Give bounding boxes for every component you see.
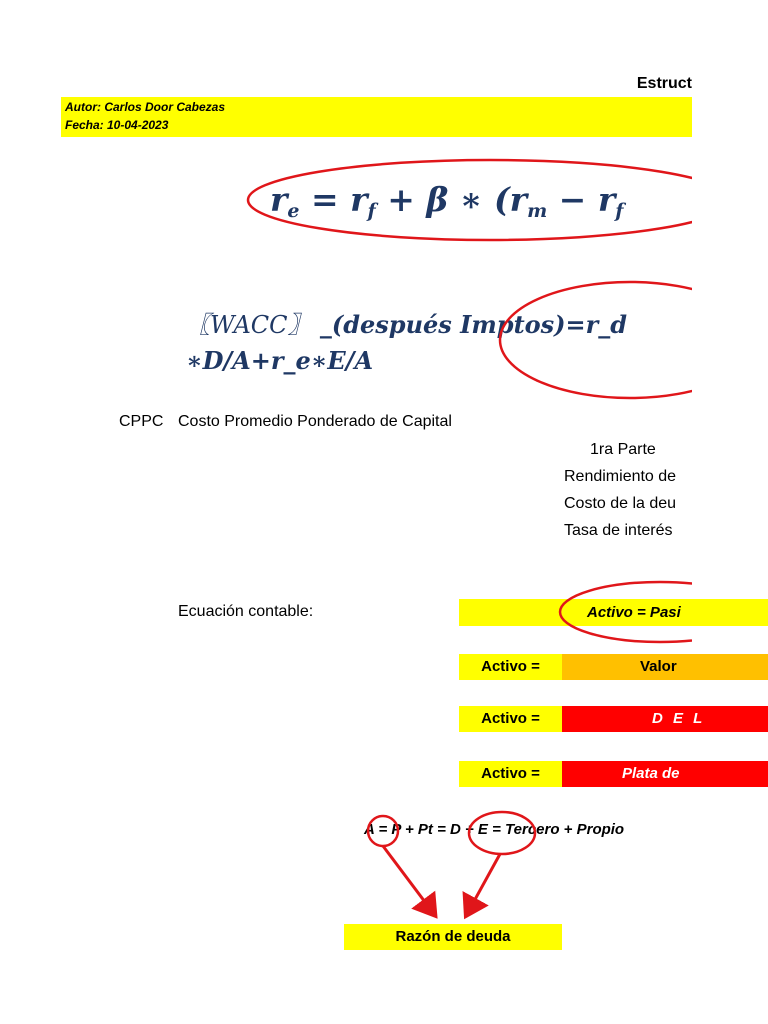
cppc-abbr[interactable]: CPPC <box>119 413 164 430</box>
arrow-a-to-ratio <box>383 846 434 914</box>
accounting-label[interactable]: Ecuación contable: <box>178 603 314 620</box>
activo-value-3: Plata de <box>622 765 680 782</box>
activo-label-1[interactable]: Activo = <box>459 654 562 680</box>
parts-heading[interactable]: 1ra Parte <box>590 441 656 458</box>
balance-identity[interactable]: A = P + Pt = D + E = Tercero + Propio <box>364 821 625 838</box>
activo-value-1: Valor <box>640 658 677 675</box>
parts-item-1[interactable]: Rendimiento de <box>564 468 677 485</box>
author-band[interactable] <box>61 97 692 137</box>
arrow-de-to-ratio <box>467 854 500 914</box>
activo-label-2[interactable]: Activo = <box>459 706 562 732</box>
cppc-full-name[interactable]: Costo Promedio Ponderado de Capital <box>178 413 452 430</box>
activo-label-3[interactable]: Activo = <box>459 761 562 787</box>
wacc-formula[interactable] <box>186 310 692 380</box>
activo-value-cell-3[interactable] <box>562 761 768 787</box>
accounting-equation-text: Activo = Pasi <box>587 604 681 621</box>
capm-equation: $r_e = r_f + \beta$ ∗ ($r_m - r_f$ <box>270 180 624 222</box>
date-text: Fecha: 10-04-2023 <box>65 118 169 132</box>
activo-value-cell-1[interactable] <box>562 654 768 680</box>
parts-item-2[interactable]: Costo de la deu <box>564 495 677 512</box>
activo-value-cell-2[interactable] <box>562 706 768 732</box>
wacc-line-2: ∗D/A+r_e∗E/A <box>186 346 374 375</box>
wacc-line-1: 〖WACC〗 _(después Imptos)=r_d <box>186 310 628 339</box>
debt-ratio-cell[interactable]: Razón de deuda <box>344 924 562 950</box>
author-text: Autor: Carlos Door Cabezas <box>65 100 226 114</box>
sheet-title[interactable]: Estruct <box>636 75 692 92</box>
parts-item-3[interactable]: Tasa de interés <box>564 522 673 539</box>
activo-value-2: D E L <box>652 710 706 727</box>
capm-formula[interactable] <box>240 160 692 240</box>
accounting-equation-cell[interactable] <box>459 599 768 626</box>
